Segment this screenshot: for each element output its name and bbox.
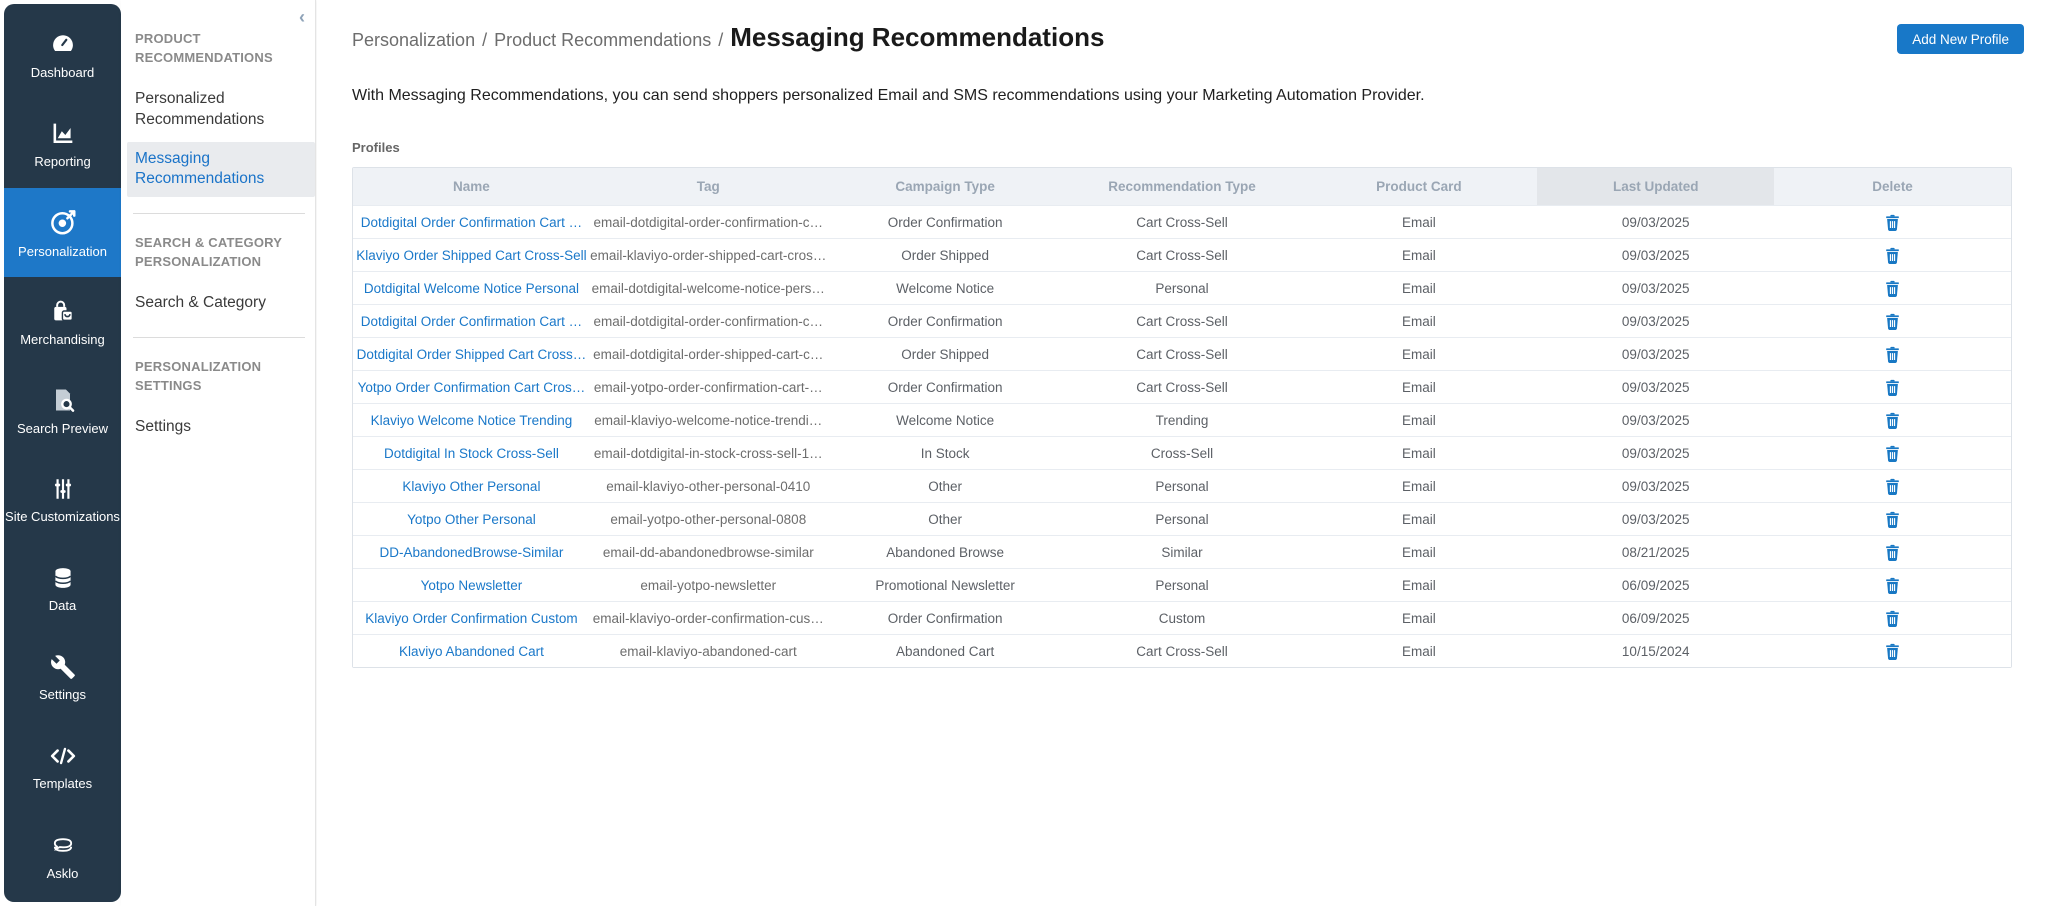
sidebar-item-label: Asklo [46, 865, 79, 881]
sidebar-item-label: Personalization [18, 243, 107, 259]
campaign-type-cell: Order Confirmation [887, 313, 1003, 329]
product-card-cell: Email [1401, 610, 1436, 626]
table-row [353, 238, 2011, 271]
profile-name-link[interactable]: Yotpo Other Personal [407, 511, 536, 527]
subnav-personalized-recommendations[interactable]: Personalized Recommendations [135, 89, 265, 128]
product-card-cell: Email [1401, 280, 1436, 296]
column-header-last-updated[interactable]: Last Updated [1537, 168, 1774, 205]
reporting-icon [49, 119, 77, 147]
tag-cell: email-klaviyo-abandoned-cart [619, 643, 797, 659]
product-card-cell: Email [1401, 412, 1436, 428]
table-row [353, 403, 2011, 436]
recommendation-type-cell: Personal [1155, 478, 1209, 494]
campaign-type-cell: Abandoned Browse [886, 544, 1005, 560]
table-row [353, 535, 2011, 568]
secondary-sidebar [121, 0, 316, 906]
sidebar-item-site-customizations[interactable] [4, 455, 121, 544]
name-cell [353, 338, 590, 370]
campaign-type-cell: In Stock [920, 445, 970, 461]
recommendation-type-cell: Cart Cross-Sell [1136, 214, 1228, 230]
product-card-cell: Email [1401, 544, 1436, 560]
asklo-chat-icon [49, 831, 77, 859]
last-updated-cell: 09/03/2025 [1621, 280, 1690, 296]
subnav-search-and-category[interactable]: Search & Category [135, 294, 266, 312]
trash-icon[interactable] [1883, 377, 1902, 398]
trash-icon[interactable] [1883, 410, 1902, 431]
table-header-row [353, 168, 2011, 205]
recommendation-type-cell: Trending [1155, 412, 1209, 428]
table-row [353, 601, 2011, 634]
product-card-cell: Email [1401, 577, 1436, 593]
data-icon [50, 565, 76, 591]
campaign-type-cell: Abandoned Cart [895, 643, 995, 659]
profile-name-link[interactable]: Yotpo Order Confirmation Cart Cros… [357, 379, 586, 395]
sidebar-item-reporting[interactable] [4, 99, 121, 188]
sidebar-item-label: Search Preview [16, 420, 109, 436]
profiles-table [352, 167, 2012, 668]
profile-name-link[interactable]: Klaviyo Order Shipped Cart Cross-Sell [356, 247, 587, 263]
last-updated-cell: 09/03/2025 [1621, 214, 1690, 230]
table-row [353, 436, 2011, 469]
profile-name-link[interactable]: Dotdigital Order Confirmation Cart … [360, 214, 583, 230]
last-updated-cell: 06/09/2025 [1621, 610, 1690, 626]
product-card-cell: Email [1401, 214, 1436, 230]
sidebar-item-search-preview[interactable] [4, 366, 121, 455]
table-row [353, 568, 2011, 601]
column-header-delete[interactable]: Delete [1872, 179, 1913, 194]
tag-cell: email-yotpo-order-confirmation-cart-… [593, 379, 823, 395]
trash-icon[interactable] [1883, 311, 1902, 332]
column-header-tag[interactable]: Tag [696, 179, 720, 194]
delete-cell [1774, 338, 2011, 370]
profile-name-link[interactable]: DD-AbandonedBrowse-Similar [379, 544, 564, 560]
site-customizations-icon [50, 476, 76, 502]
sidebar-item-asklo[interactable] [4, 811, 121, 900]
name-cell [353, 305, 590, 337]
add-new-profile-button[interactable]: Add New Profile [1897, 24, 2024, 54]
last-updated-cell: 09/03/2025 [1621, 379, 1690, 395]
column-header-recommendation-type[interactable]: Recommendation Type [1108, 179, 1256, 194]
sidebar-item-settings[interactable] [4, 633, 121, 722]
campaign-type-cell: Order Confirmation [887, 610, 1003, 626]
profile-name-link[interactable]: Klaviyo Other Personal [402, 478, 541, 494]
last-updated-cell: 09/03/2025 [1621, 346, 1690, 362]
chevron-left-icon[interactable]: ‹ [299, 7, 305, 27]
tag-cell: email-dotdigital-order-shipped-cart-c… [593, 346, 824, 362]
delete-cell [1774, 305, 2011, 337]
last-updated-cell: 06/09/2025 [1621, 577, 1690, 593]
delete-cell [1774, 569, 2011, 601]
sidebar-item-label: Templates [32, 775, 93, 791]
table-row [353, 370, 2011, 403]
tag-cell: email-klaviyo-other-personal-0410 [606, 478, 811, 494]
delete-cell [1774, 404, 2011, 436]
recommendation-type-cell: Cart Cross-Sell [1136, 247, 1228, 263]
search-preview-icon [49, 386, 77, 414]
recommendation-type-cell: Cart Cross-Sell [1136, 346, 1228, 362]
name-cell [353, 404, 590, 436]
page-description: With Messaging Recommendations, you can send shoppers personalized Email and SMS recommendations using your Marketing Automation Provider. [352, 87, 1425, 104]
name-cell [353, 602, 590, 634]
recommendation-type-cell: Personal [1155, 280, 1209, 296]
subnav-messaging-recommendations[interactable]: Messaging Recommendations [127, 142, 315, 198]
sidebar-item-personalization[interactable] [4, 188, 121, 277]
table-row [353, 304, 2011, 337]
table-row [353, 205, 2011, 238]
tag-cell: email-klaviyo-order-shipped-cart-cros… [590, 247, 827, 263]
delete-cell [1774, 536, 2011, 568]
breadcrumb: Personalization / Product Recommendations / Messaging Recommendations [352, 22, 1105, 52]
campaign-type-cell: Other [928, 478, 963, 494]
table-row [353, 271, 2011, 304]
product-card-cell: Email [1401, 511, 1436, 527]
tag-cell: email-dotdigital-order-confirmation-c… [593, 214, 824, 230]
name-cell [353, 272, 590, 304]
last-updated-cell: 09/03/2025 [1621, 478, 1690, 494]
table-row [353, 502, 2011, 535]
main-content [317, 0, 2048, 906]
name-cell [353, 371, 590, 403]
trash-icon[interactable] [1883, 476, 1902, 497]
settings-wrench-icon [50, 654, 76, 680]
product-card-cell: Email [1401, 379, 1436, 395]
delete-cell [1774, 371, 2011, 403]
table-row [353, 634, 2011, 667]
tag-cell: email-klaviyo-order-confirmation-cus… [592, 610, 824, 626]
trash-icon[interactable] [1883, 443, 1902, 464]
product-card-cell: Email [1401, 445, 1436, 461]
name-cell [353, 536, 590, 568]
last-updated-cell: 09/03/2025 [1621, 412, 1690, 428]
sidebar-item-templates[interactable] [4, 722, 121, 811]
section-header-search-category-personalization: SEARCH & CATEGORY PERSONALIZATION [135, 235, 282, 270]
profile-name-link[interactable]: Klaviyo Welcome Notice Trending [370, 412, 573, 428]
delete-cell [1774, 602, 2011, 634]
table-row [353, 469, 2011, 502]
breadcrumb-product-recommendations[interactable]: Product Recommendations [494, 30, 712, 50]
column-header-name[interactable]: Name [453, 179, 490, 194]
recommendation-type-cell: Cart Cross-Sell [1136, 379, 1228, 395]
campaign-type-cell: Order Shipped [901, 247, 990, 263]
delete-cell [1774, 503, 2011, 535]
recommendation-type-cell: Custom [1158, 610, 1206, 626]
tag-cell: email-dotdigital-order-confirmation-c… [593, 313, 824, 329]
section-header-product-recommendations: PRODUCT RECOMMENDATIONS [135, 31, 273, 65]
table-body [353, 205, 2011, 667]
sidebar-item-merchandising[interactable] [4, 277, 121, 366]
profile-name-link[interactable]: Dotdigital Order Confirmation Cart … [360, 313, 583, 329]
divider [133, 337, 305, 338]
product-card-cell: Email [1401, 478, 1436, 494]
delete-cell [1774, 239, 2011, 271]
trash-icon[interactable] [1883, 575, 1902, 596]
trash-icon[interactable] [1883, 344, 1902, 365]
recommendation-type-cell: Personal [1155, 577, 1209, 593]
sidebar-item-label: Dashboard [30, 64, 95, 80]
campaign-type-cell: Order Shipped [901, 346, 990, 362]
trash-icon[interactable] [1883, 509, 1902, 530]
recommendation-type-cell: Personal [1155, 511, 1209, 527]
trash-icon[interactable] [1883, 542, 1902, 563]
divider [133, 213, 305, 214]
recommendation-type-cell: Cross-Sell [1150, 445, 1214, 461]
last-updated-cell: 09/03/2025 [1621, 511, 1690, 527]
trash-icon[interactable] [1883, 608, 1902, 629]
sidebar-item-dashboard[interactable] [4, 10, 121, 99]
personalization-icon [48, 207, 78, 237]
name-cell [353, 635, 590, 667]
profile-name-link[interactable]: Dotdigital In Stock Cross-Sell [384, 445, 559, 461]
dashboard-icon [49, 30, 77, 58]
last-updated-cell: 09/03/2025 [1621, 247, 1690, 263]
profiles-label: Profiles [352, 140, 400, 155]
trash-icon[interactable] [1883, 641, 1902, 662]
page-title: Messaging Recommendations [730, 22, 1105, 52]
last-updated-cell: 08/21/2025 [1621, 544, 1690, 560]
tag-cell: email-klaviyo-welcome-notice-trendi… [594, 412, 823, 428]
product-card-cell: Email [1401, 313, 1436, 329]
product-card-cell: Email [1401, 643, 1436, 659]
campaign-type-cell: Order Confirmation [887, 214, 1003, 230]
delete-cell [1774, 206, 2011, 238]
primary-sidebar [4, 4, 121, 902]
campaign-type-cell: Order Confirmation [887, 379, 1003, 395]
table-row [353, 337, 2011, 370]
profile-name-link[interactable]: Yotpo Newsletter [420, 577, 523, 593]
name-cell [353, 503, 590, 535]
campaign-type-cell: Welcome Notice [896, 280, 995, 296]
tag-cell: email-yotpo-newsletter [640, 577, 777, 593]
profile-name-link[interactable]: Klaviyo Order Confirmation Custom [365, 610, 578, 626]
breadcrumb-personalization[interactable]: Personalization [352, 30, 476, 50]
trash-icon[interactable] [1883, 245, 1902, 266]
delete-cell [1774, 437, 2011, 469]
trash-icon[interactable] [1883, 278, 1902, 299]
product-card-cell: Email [1401, 247, 1436, 263]
last-updated-cell: 09/03/2025 [1621, 313, 1690, 329]
name-cell [353, 239, 590, 271]
sidebar-item-data[interactable] [4, 544, 121, 633]
sidebar-item-label: Reporting [34, 153, 91, 169]
profile-name-link[interactable]: Dotdigital Order Shipped Cart Cross… [356, 346, 587, 362]
sidebar-item-label: Site Customizations [5, 508, 120, 524]
delete-cell [1774, 635, 2011, 667]
product-card-cell: Email [1401, 346, 1436, 362]
subnav-settings[interactable]: Settings [135, 417, 192, 435]
profile-name-link[interactable]: Klaviyo Abandoned Cart [398, 643, 544, 659]
sidebar-item-label: Settings [39, 686, 86, 702]
delete-cell [1774, 470, 2011, 502]
sidebar-item-label: Merchandising [20, 331, 105, 347]
trash-icon[interactable] [1883, 212, 1902, 233]
campaign-type-cell: Promotional Newsletter [875, 577, 1015, 593]
name-cell [353, 206, 590, 238]
recommendation-type-cell: Similar [1161, 544, 1203, 560]
last-updated-cell: 09/03/2025 [1621, 445, 1690, 461]
recommendation-type-cell: Cart Cross-Sell [1136, 313, 1228, 329]
tag-cell: email-dotdigital-in-stock-cross-sell-1… [593, 445, 823, 461]
recommendation-type-cell: Cart Cross-Sell [1136, 643, 1228, 659]
merchandising-icon [49, 297, 77, 325]
name-cell [353, 569, 590, 601]
campaign-type-cell: Other [928, 511, 963, 527]
tag-cell: email-yotpo-other-personal-0808 [610, 511, 807, 527]
delete-cell [1774, 272, 2011, 304]
name-cell [353, 470, 590, 502]
column-header-campaign-type[interactable]: Campaign Type [895, 179, 995, 194]
column-header-product-card[interactable]: Product Card [1376, 179, 1462, 194]
tag-cell: email-dd-abandonedbrowse-similar [602, 544, 814, 560]
campaign-type-cell: Welcome Notice [896, 412, 995, 428]
sidebar-item-label: Data [48, 597, 77, 613]
tag-cell: email-dotdigital-welcome-notice-pers… [591, 280, 825, 296]
templates-code-icon [48, 743, 78, 769]
last-updated-cell: 10/15/2024 [1621, 643, 1690, 659]
name-cell [353, 437, 590, 469]
profile-name-link[interactable]: Dotdigital Welcome Notice Personal [363, 280, 579, 296]
section-header-personalization-settings: PERSONALIZATION SETTINGS [135, 358, 262, 393]
